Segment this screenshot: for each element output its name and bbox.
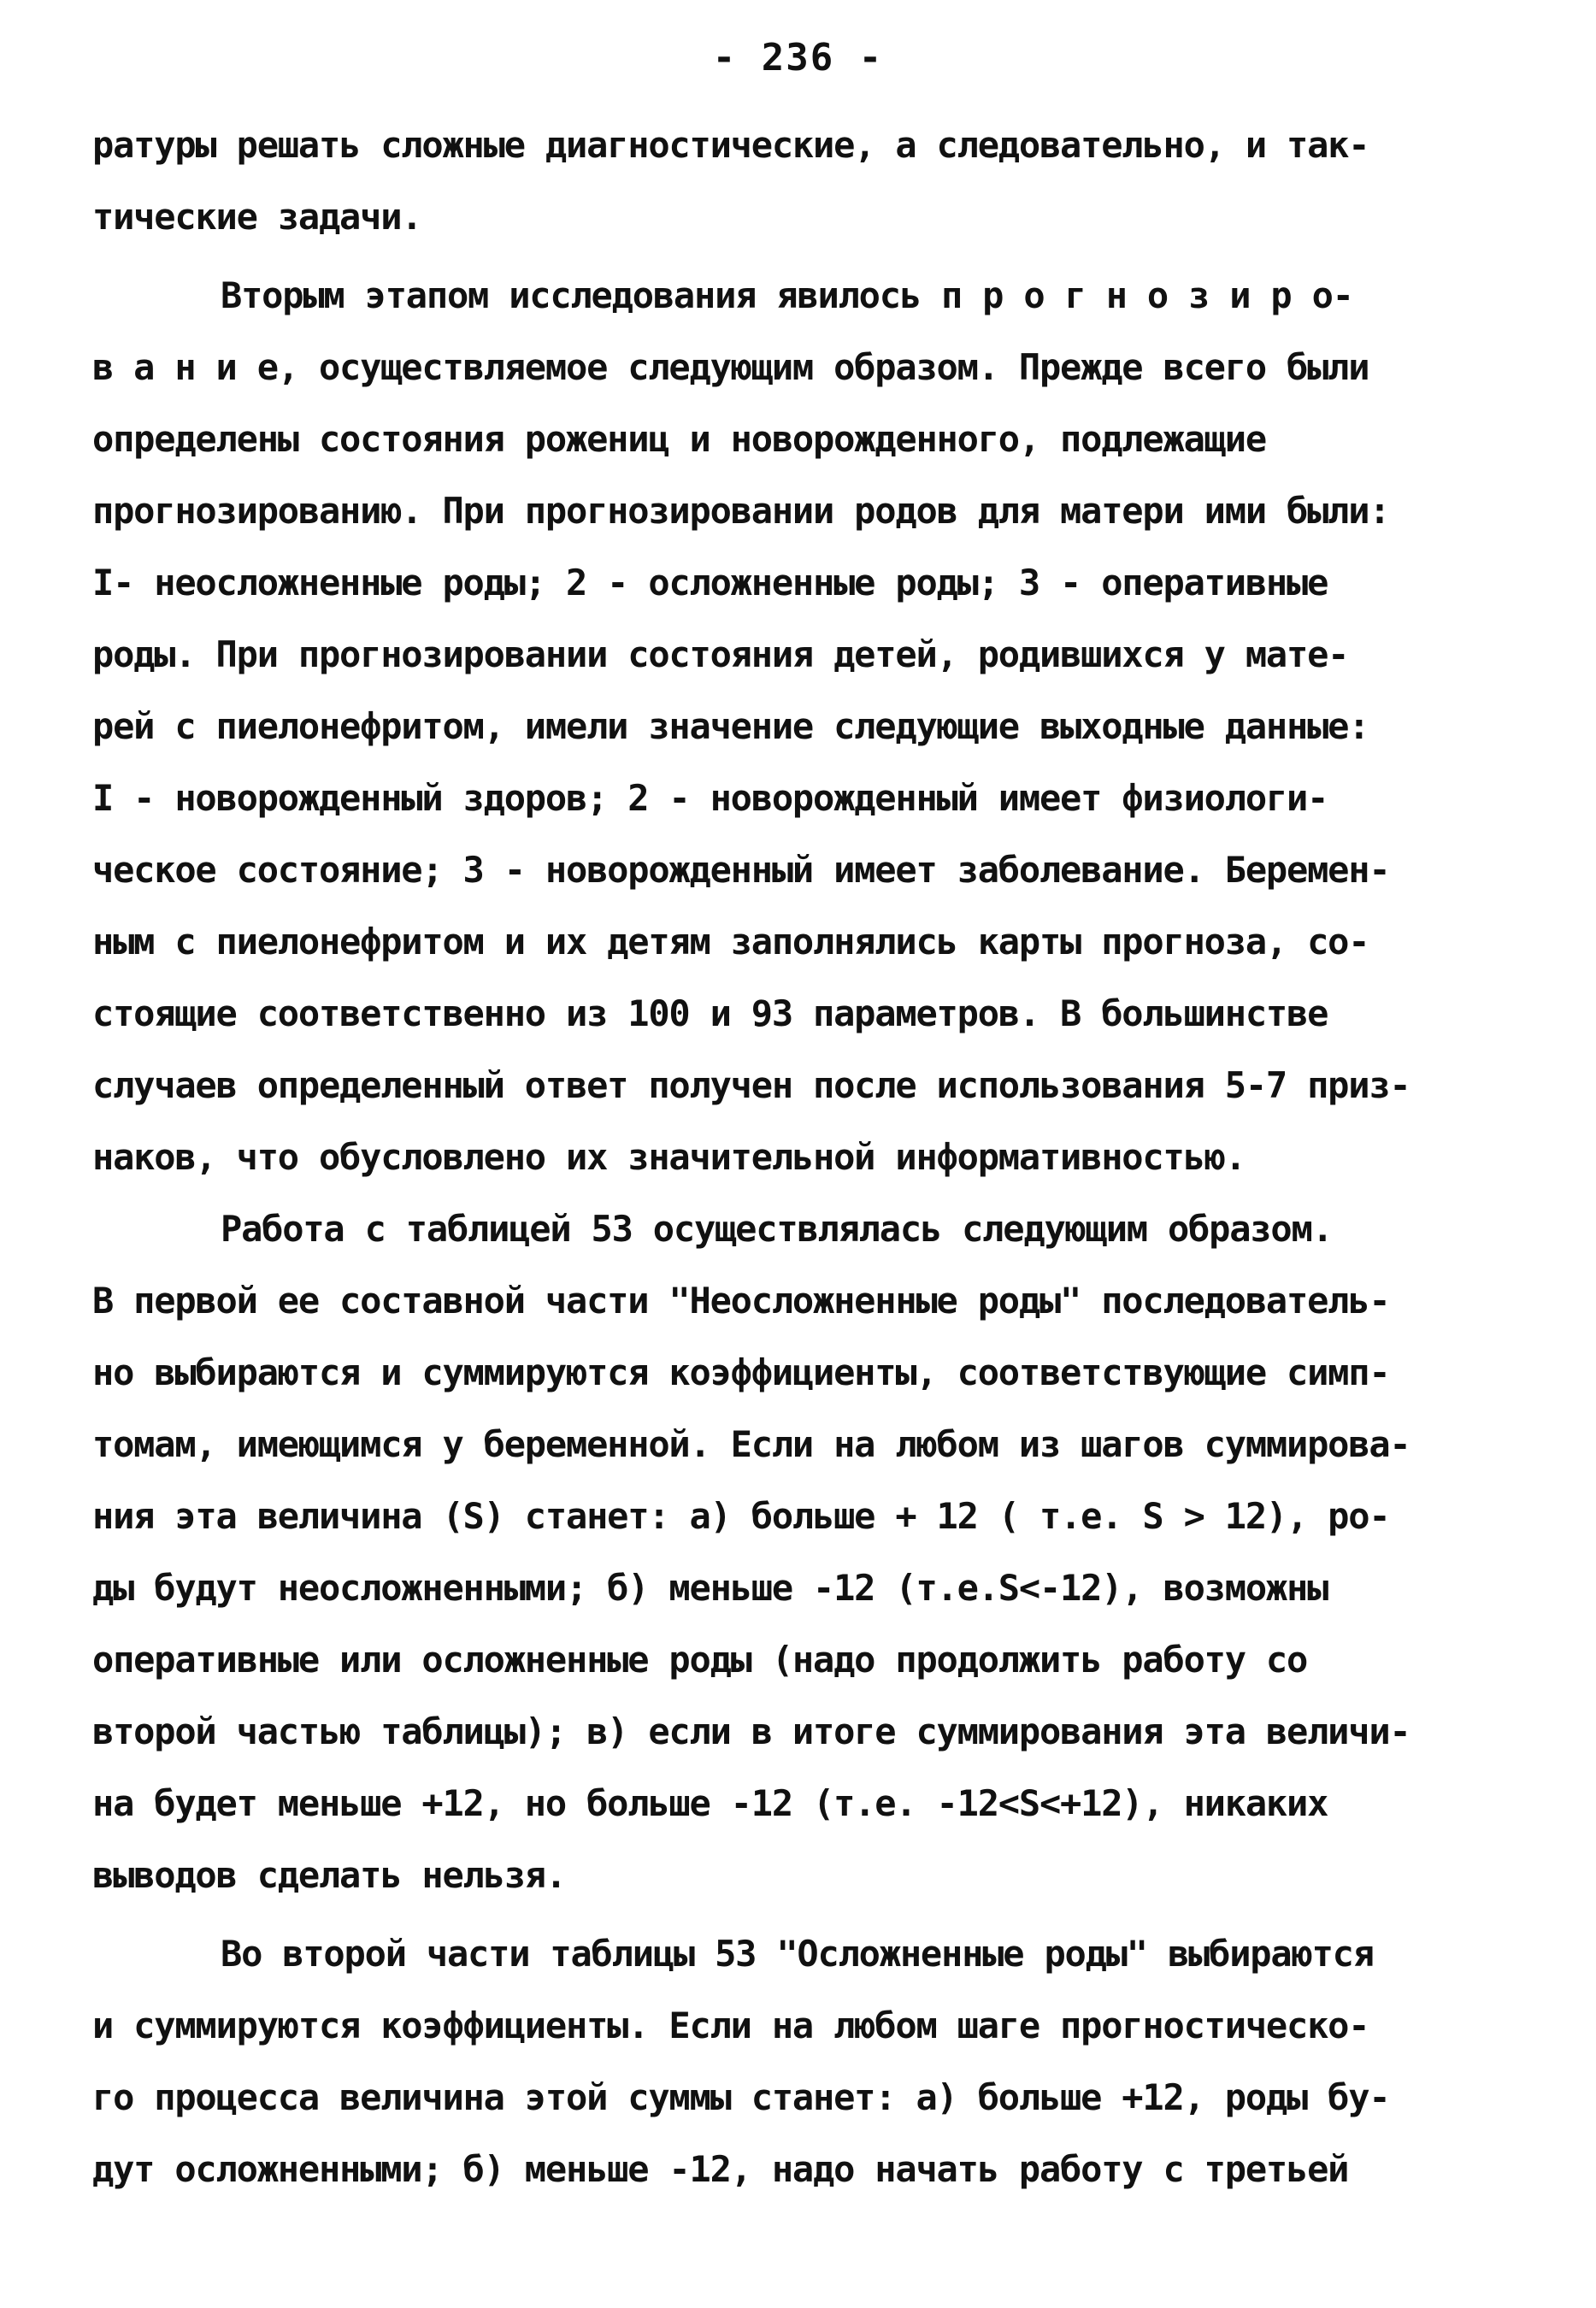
text-line: томам, имеющимся у беременной. Если на любом из шагов суммирова- bbox=[92, 1423, 1410, 1465]
text-line: I- неосложненные роды; 2 - осложненные роды; 3 - оперативные bbox=[92, 562, 1328, 603]
text-line: Работа с таблицей 53 осуществлялась следующим образом. bbox=[221, 1208, 1333, 1250]
text-line: ды будут неосложненными; б) меньше -12 (т.е.S<-12), возможны bbox=[92, 1567, 1328, 1609]
page-number: - 236 - bbox=[712, 36, 884, 79]
text-line: Во второй части таблицы 53 "Осложненные роды" выбираются bbox=[221, 1933, 1374, 1975]
paragraph bbox=[92, 109, 1528, 253]
text-line: рей с пиелонефритом, имели значение следующие выходные данные: bbox=[92, 705, 1369, 747]
text-line: дут осложненными; б) меньше -12, надо начать работу с третьей bbox=[92, 2148, 1349, 2190]
text-line: прогнозированию. При прогнозировании родов для матери ими были: bbox=[92, 490, 1390, 532]
text-line: I - новорожденный здоров; 2 - новорожденный имеет физиологи- bbox=[92, 777, 1328, 819]
paragraph bbox=[92, 260, 1528, 1193]
text-line: роды. При прогнозировании состояния детей, родившихся у мате- bbox=[92, 633, 1349, 675]
text-line: Вторым этапом исследования явилось п р о г н о з и р о- bbox=[221, 274, 1353, 316]
text-line: в а н и е, осуществляемое следующим образом. Прежде всего были bbox=[92, 346, 1369, 388]
text-line: ния эта величина (S) станет: а) больше + 12 ( т.е. S > 12), ро- bbox=[92, 1495, 1390, 1537]
paragraph bbox=[92, 1193, 1528, 1911]
text-line: го процесса величина этой суммы станет: а) больше +12, роды бу- bbox=[92, 2076, 1390, 2118]
text-line: стоящие соответственно из 100 и 93 параметров. В большинстве bbox=[92, 992, 1328, 1034]
text-line: второй частью таблицы); в) если в итоге суммирования эта величи- bbox=[92, 1710, 1410, 1752]
text-line: и суммируются коэффициенты. Если на любом шаге прогностическо- bbox=[92, 2005, 1369, 2046]
text-line: определены состояния рожениц и новорожденного, подлежащие bbox=[92, 418, 1266, 460]
text-line: тические задачи. bbox=[92, 196, 422, 238]
text-line: случаев определенный ответ получен после использования 5-7 приз- bbox=[92, 1064, 1410, 1106]
text-line: ческое состояние; 3 - новорожденный имеет заболевание. Беремен- bbox=[92, 849, 1390, 891]
body-text bbox=[92, 109, 1528, 2205]
text-line: оперативные или осложненные роды (надо продолжить работу со bbox=[92, 1639, 1308, 1681]
text-line: наков, что обусловлено их значительной информативностью. bbox=[92, 1136, 1246, 1178]
paragraph bbox=[92, 1918, 1528, 2205]
text-line: выводов сделать нельзя. bbox=[92, 1854, 566, 1896]
text-line: ным с пиелонефритом и их детям заполнялись карты прогноза, со- bbox=[92, 921, 1369, 963]
text-line: В первой ее составной части "Неосложненные роды" последователь- bbox=[92, 1280, 1390, 1322]
text-line: на будет меньше +12, но больше -12 (т.е. -12<S<+12), никаких bbox=[92, 1782, 1328, 1824]
text-line: ратуры решать сложные диагностические, а следовательно, и так- bbox=[92, 124, 1369, 166]
text-line: но выбираются и суммируются коэффициенты, соответствующие симп- bbox=[92, 1351, 1390, 1393]
